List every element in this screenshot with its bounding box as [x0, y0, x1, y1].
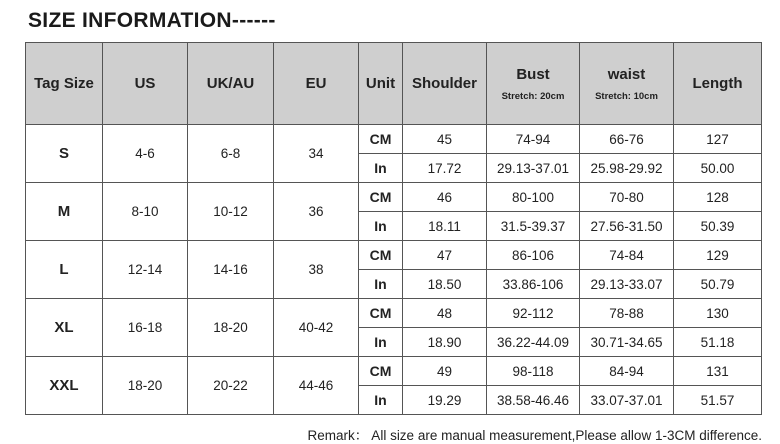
shoulder-cell: 46 [403, 183, 487, 212]
shoulder-cell: 18.50 [403, 270, 487, 299]
shoulder-cell: 18.11 [403, 212, 487, 241]
waist-cell: 33.07-37.01 [580, 386, 674, 415]
ukau-size-cell: 18-20 [188, 299, 274, 357]
unit-cell: CM [359, 357, 403, 386]
shoulder-cell: 47 [403, 241, 487, 270]
header-shoulder: Shoulder [403, 43, 487, 125]
tag-size-cell: M [26, 183, 103, 241]
bust-cell: 29.13-37.01 [487, 154, 580, 183]
length-cell: 127 [674, 125, 762, 154]
shoulder-cell: 49 [403, 357, 487, 386]
table-row [26, 241, 762, 270]
header-unit: Unit [359, 43, 403, 125]
shoulder-cell: 48 [403, 299, 487, 328]
waist-cell: 27.56-31.50 [580, 212, 674, 241]
header-row [26, 43, 762, 125]
length-cell: 50.00 [674, 154, 762, 183]
length-cell: 130 [674, 299, 762, 328]
length-cell: 50.79 [674, 270, 762, 299]
us-size-cell: 18-20 [103, 357, 188, 415]
table-row [26, 125, 762, 154]
tag-size-cell: L [26, 241, 103, 299]
unit-cell: CM [359, 241, 403, 270]
us-size-cell: 16-18 [103, 299, 188, 357]
waist-cell: 29.13-33.07 [580, 270, 674, 299]
header-bust-label: Bust [516, 65, 550, 83]
header-tag-size: Tag Size [26, 43, 103, 125]
shoulder-cell: 18.90 [403, 328, 487, 357]
table-row [26, 357, 762, 386]
shoulder-cell: 17.72 [403, 154, 487, 183]
header-waist-stretch: Stretch: 10cm [595, 90, 658, 102]
bust-cell: 38.58-46.46 [487, 386, 580, 415]
length-cell: 128 [674, 183, 762, 212]
table-row [26, 183, 762, 212]
bust-cell: 98-118 [487, 357, 580, 386]
length-cell: 50.39 [674, 212, 762, 241]
bust-cell: 31.5-39.37 [487, 212, 580, 241]
length-cell: 51.18 [674, 328, 762, 357]
waist-cell: 84-94 [580, 357, 674, 386]
unit-cell: In [359, 270, 403, 299]
ukau-size-cell: 20-22 [188, 357, 274, 415]
eu-size-cell: 34 [274, 125, 359, 183]
eu-size-cell: 40-42 [274, 299, 359, 357]
tag-size-cell: XL [26, 299, 103, 357]
header-us: US [103, 43, 188, 125]
bust-cell: 92-112 [487, 299, 580, 328]
unit-cell: CM [359, 183, 403, 212]
eu-size-cell: 38 [274, 241, 359, 299]
header-bust [487, 43, 580, 125]
unit-cell: In [359, 154, 403, 183]
waist-cell: 25.98-29.92 [580, 154, 674, 183]
size-chart-table [25, 42, 762, 415]
shoulder-cell: 45 [403, 125, 487, 154]
waist-cell: 78-88 [580, 299, 674, 328]
ukau-size-cell: 6-8 [188, 125, 274, 183]
bust-cell: 86-106 [487, 241, 580, 270]
unit-cell: CM [359, 125, 403, 154]
header-waist-label: waist [607, 65, 646, 83]
unit-cell: In [359, 328, 403, 357]
us-size-cell: 8-10 [103, 183, 188, 241]
us-size-cell: 12-14 [103, 241, 188, 299]
bust-cell: 80-100 [487, 183, 580, 212]
header-length: Length [674, 43, 762, 125]
waist-cell: 70-80 [580, 183, 674, 212]
tag-size-cell: XXL [26, 357, 103, 415]
tag-size-cell: S [26, 125, 103, 183]
length-cell: 131 [674, 357, 762, 386]
eu-size-cell: 44-46 [274, 357, 359, 415]
ukau-size-cell: 14-16 [188, 241, 274, 299]
length-cell: 129 [674, 241, 762, 270]
shoulder-cell: 19.29 [403, 386, 487, 415]
unit-cell: In [359, 212, 403, 241]
size-table-body [26, 125, 762, 415]
bust-cell: 74-94 [487, 125, 580, 154]
waist-cell: 66-76 [580, 125, 674, 154]
page-title: SIZE INFORMATION------ [28, 9, 276, 32]
unit-cell: In [359, 386, 403, 415]
us-size-cell: 4-6 [103, 125, 188, 183]
header-eu: EU [274, 43, 359, 125]
bust-cell: 36.22-44.09 [487, 328, 580, 357]
ukau-size-cell: 10-12 [188, 183, 274, 241]
table-row [26, 299, 762, 328]
header-ukau: UK/AU [188, 43, 274, 125]
remark-note: Remark： All size are manual measurement,Please allow 1-3CM difference. [307, 428, 762, 443]
header-waist [580, 43, 674, 125]
waist-cell: 74-84 [580, 241, 674, 270]
length-cell: 51.57 [674, 386, 762, 415]
waist-cell: 30.71-34.65 [580, 328, 674, 357]
eu-size-cell: 36 [274, 183, 359, 241]
unit-cell: CM [359, 299, 403, 328]
bust-cell: 33.86-106 [487, 270, 580, 299]
header-bust-stretch: Stretch: 20cm [501, 90, 565, 102]
